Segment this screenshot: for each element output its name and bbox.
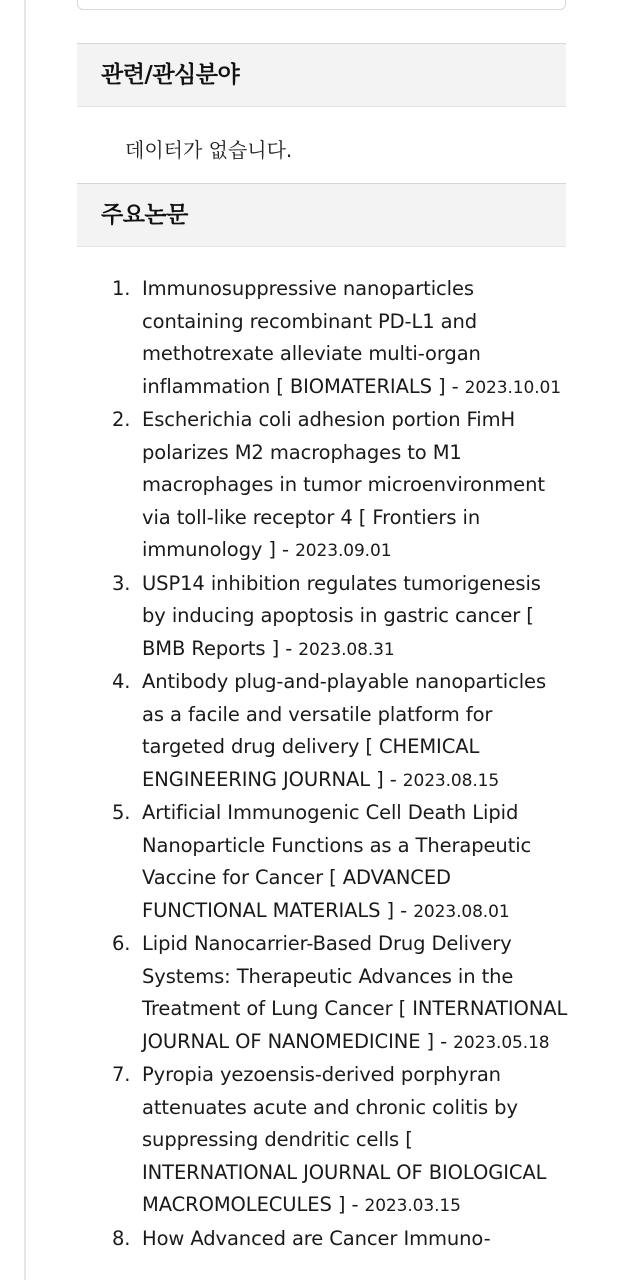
paper-list — [100, 273, 570, 1255]
related-fields-header — [77, 43, 566, 107]
paper-item[interactable]: 5. Artificial Immunogenic Cell Death Lipid Nanoparticle Functions as a Therapeutic Vaccine for Cancer [ ADVANCED FUNCTIONAL MATERIALS ] - 2023.08.01 — [100, 797, 570, 928]
major-papers-title: 주요논문 — [101, 202, 188, 228]
paper-journal: [ INTERNATIONAL JOURNAL OF BIOLOGICAL MACROMOLECULES ] — [142, 1128, 547, 1216]
previous-card-bottom — [77, 0, 566, 10]
paper-date: 2023.08.31 — [298, 639, 395, 660]
paper-title[interactable]: Escherichia coli adhesion portion FimH polarizes M2 macrophages to M1 macrophages in tumor microenvironment via toll-like receptor 4 — [142, 408, 545, 529]
paper-number: 2. — [112, 408, 131, 431]
related-fields-title: 관련/관심분야 — [101, 62, 240, 88]
major-papers-header — [77, 183, 566, 247]
paper-title[interactable]: Lipid Nanocarrier-Based Drug Delivery Systems: Therapeutic Advances in the Treatment of Lung Cancer — [142, 932, 514, 1020]
paper-journal: [ BMB Reports ] — [142, 604, 534, 660]
paper-date: 2023.03.15 — [364, 1196, 461, 1216]
paper-date: 2023.05.18 — [453, 1032, 550, 1053]
paper-title[interactable]: Pyropia yezoensis-derived porphyran attenuates acute and chronic colitis by suppressing dendritic cells — [142, 1063, 518, 1151]
paper-number: 1. — [112, 277, 131, 300]
paper-item[interactable]: 4. Antibody plug-and-playable nanoparticles as a facile and versatile platform for targeted drug delivery [ CHEMICAL ENGINEERING JOURNAL ] - 2023.08.15 — [100, 666, 570, 797]
paper-item[interactable] — [100, 1223, 570, 1256]
paper-item[interactable]: 6. Lipid Nanocarrier-Based Drug Delivery Systems: Therapeutic Advances in the Treatment of Lung Cancer [ INTERNATIONAL JOURNAL OF NANOMEDICINE ] - 2023.05.18 — [100, 928, 570, 1059]
paper-journal: [ Frontiers in immunology ] — [142, 505, 481, 561]
paper-item[interactable]: 7. Pyropia yezoensis-derived porphyran attenuates acute and chronic colitis by suppressing dendritic cells [ INTERNATIONAL JOURNAL OF BIOLOGICAL MACROMOLECULES ] - 2023.03.15 — [100, 1059, 570, 1223]
paper-item[interactable]: 3. USP14 inhibition regulates tumorigenesis by inducing apoptosis in gastric cancer [ BMB Reports ] - 2023.08.31 — [100, 568, 570, 667]
paper-number: 6. — [112, 932, 131, 955]
paper-item[interactable]: 2. Escherichia coli adhesion portion FimH polarizes M2 macrophages to M1 macrophages in tumor microenvironment via toll-like receptor 4 [ Frontiers in immunology ] - 2023.09.01 — [100, 404, 570, 568]
paper-title[interactable]: Immunosuppressive nanoparticles containing recombinant PD-L1 and methotrexate alleviate multi-organ inflammation — [142, 277, 481, 398]
paper-journal: [ ADVANCED FUNCTIONAL MATERIALS ] — [142, 866, 451, 922]
paper-title[interactable]: How Advanced are Cancer Immuno- — [142, 1226, 491, 1250]
paper-journal: [ CHEMICAL ENGINEERING JOURNAL ] — [142, 735, 480, 791]
paper-date: 2023.10.01 — [464, 377, 561, 398]
paper-number: 3. — [112, 571, 131, 595]
paper-item[interactable]: 1. Immunosuppressive nanoparticles containing recombinant PD-L1 and methotrexate alleviate multi-organ inflammation [ BIOMATERIALS ] - 2023.10.01 — [100, 273, 570, 404]
related-fields-empty-message: 데이터가 없습니다. — [125, 138, 293, 162]
paper-title[interactable]: Antibody plug-and-playable nanoparticles as a facile and versatile platform for targeted drug delivery — [142, 670, 547, 758]
paper-number: 4. — [112, 670, 131, 693]
paper-journal: [ BIOMATERIALS ] — [276, 374, 446, 398]
paper-date: 2023.09.01 — [295, 541, 392, 561]
paper-date: 2023.08.15 — [402, 770, 500, 791]
paper-journal: [ INTERNATIONAL JOURNAL OF NANOMEDICINE ] — [142, 997, 568, 1053]
left-border — [24, 0, 26, 1280]
paper-number: 8. — [112, 1226, 131, 1250]
paper-date: 2023.08.01 — [413, 901, 510, 922]
paper-title[interactable]: Artificial Immunogenic Cell Death Lipid Nanoparticle Functions as a Therapeutic Vaccine for Cancer — [142, 801, 532, 889]
paper-number: 7. — [112, 1063, 131, 1086]
paper-title[interactable]: USP14 inhibition regulates tumorigenesis by inducing apoptosis in gastric cancer — [142, 571, 541, 627]
paper-number: 5. — [112, 801, 131, 824]
